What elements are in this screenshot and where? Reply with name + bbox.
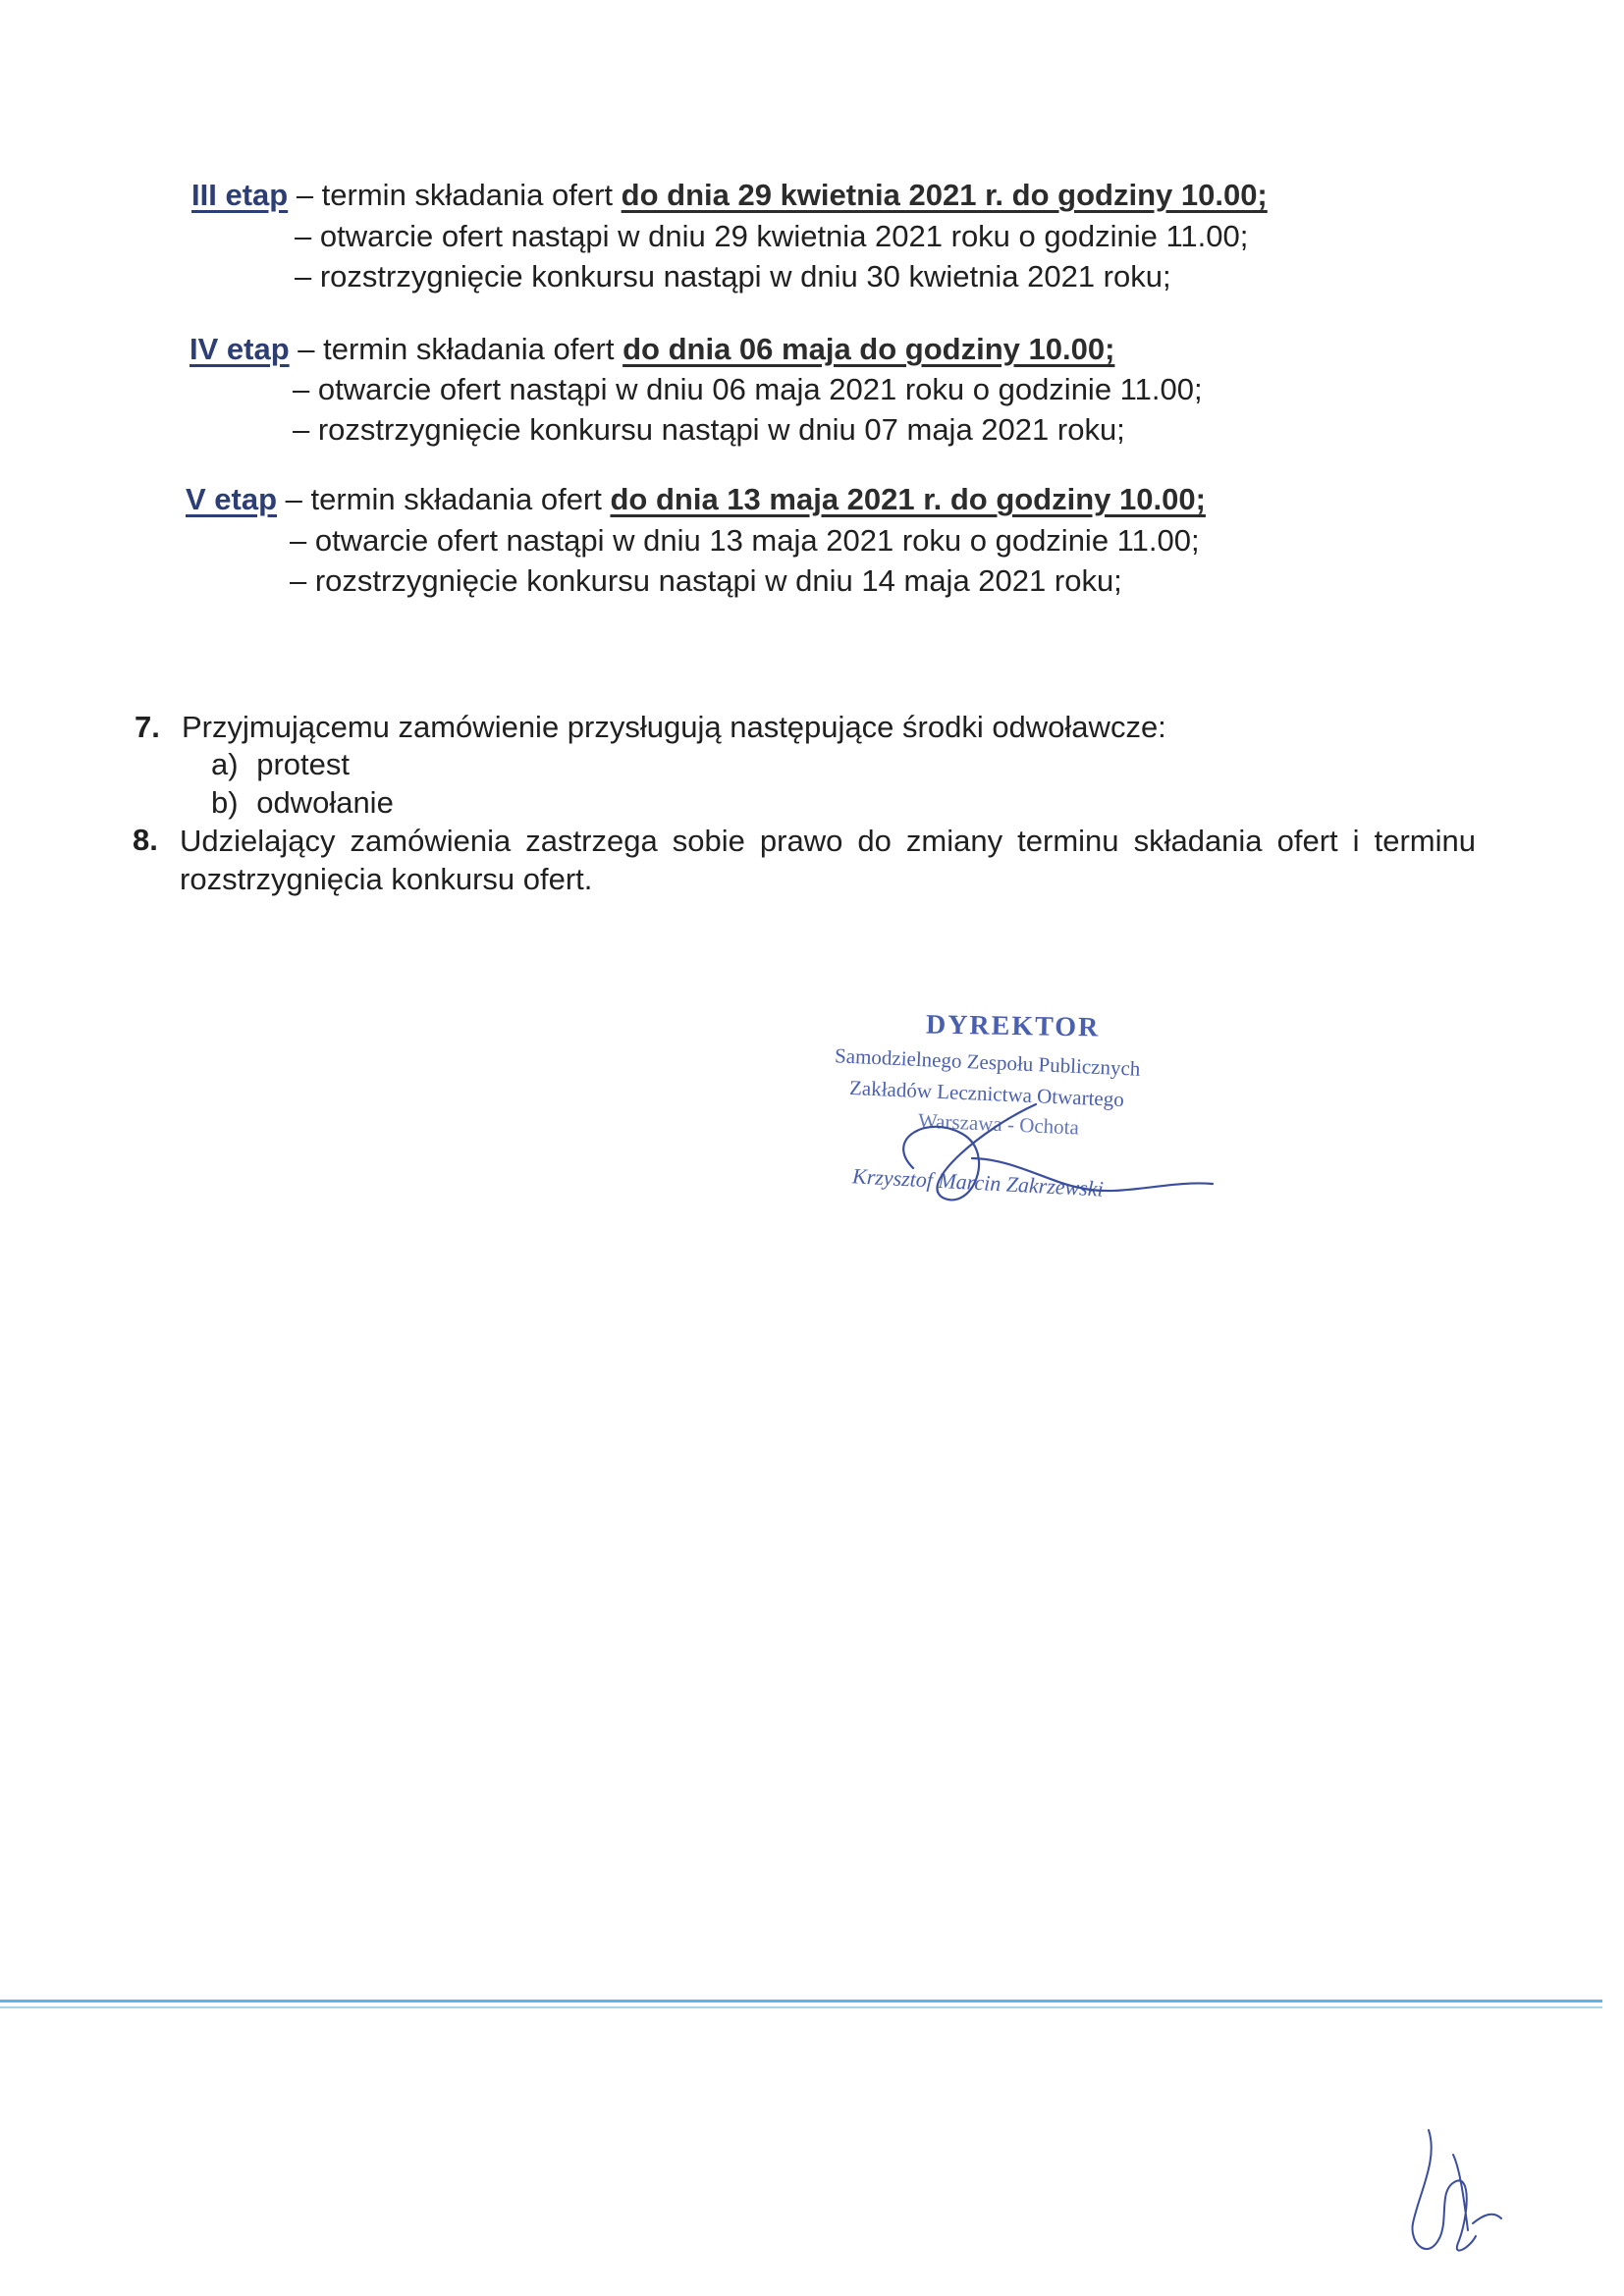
footer-rule	[0, 2000, 1602, 2002]
signature-scribble	[825, 1011, 1237, 1237]
stamp-line: Warszawa - Ochota	[917, 1108, 1080, 1140]
stage-iii-resolution: – rozstrzygnięcie konkursu nastąpi w dniu 30 kwietnia 2021 roku;	[295, 259, 1171, 294]
point-number: 8.	[133, 823, 158, 857]
stamp-name: Krzysztof Marcin Zakrzewski	[851, 1163, 1105, 1201]
stage-intro: – termin składania ofert	[296, 178, 622, 212]
stage-iii-deadline-line	[191, 177, 1268, 214]
stage-v-deadline-line	[186, 481, 1206, 518]
list-marker: b)	[211, 785, 239, 820]
director-stamp	[825, 1011, 1237, 1237]
stage-v-resolution: – rozstrzygnięcie konkursu nastąpi w dniu 14 maja 2021 roku;	[290, 563, 1122, 598]
stage-deadline: do dnia 06 maja do godziny 10.00;	[623, 332, 1115, 366]
stage-deadline: do dnia 13 maja 2021 r. do godziny 10.00;	[610, 482, 1206, 516]
stamp-title: DYREKTOR	[925, 1009, 1101, 1043]
point-text: Udzielający zamówienia zastrzega sobie prawo do zmiany terminu składania ofert i terminu rozstrzygnięcia konkursu ofert.	[180, 824, 1476, 896]
list-marker: a)	[211, 747, 239, 781]
footer-rule-thin	[0, 2006, 1602, 2008]
stage-label: III etap	[191, 178, 289, 212]
stage-iii-opening: – otwarcie ofert nastąpi w dniu 29 kwietnia 2021 roku o godzinie 11.00;	[295, 219, 1249, 253]
list-item-b	[211, 784, 394, 822]
stamp-line: Zakładów Lecznictwa Otwartego	[848, 1075, 1125, 1112]
stage-intro: – termin składania ofert	[285, 482, 611, 516]
stage-iv-resolution: – rozstrzygnięcie konkursu nastąpi w dniu 07 maja 2021 roku;	[293, 412, 1125, 447]
stage-intro: – termin składania ofert	[298, 332, 623, 366]
stage-iv-opening: – otwarcie ofert nastąpi w dniu 06 maja 2021 roku o godzinie 11.00;	[293, 372, 1203, 406]
list-text: protest	[256, 747, 350, 781]
stage-iv-deadline-line	[189, 331, 1114, 368]
point-number: 7.	[135, 710, 160, 744]
stage-label: IV etap	[189, 332, 290, 366]
stage-label: V etap	[186, 482, 278, 516]
initials-signature	[1399, 2120, 1507, 2268]
list-item-a	[211, 746, 350, 783]
point-text: Przyjmującemu zamówienie przysługują następujące środki odwoławcze:	[182, 710, 1166, 744]
stamp-line: Samodzielnego Zespołu Publicznych	[834, 1043, 1141, 1081]
list-text: odwołanie	[256, 785, 394, 820]
stage-deadline: do dnia 29 kwietnia 2021 r. do godziny 10.00;	[621, 178, 1268, 212]
stage-v-opening: – otwarcie ofert nastąpi w dniu 13 maja 2021 roku o godzinie 11.00;	[290, 523, 1200, 558]
